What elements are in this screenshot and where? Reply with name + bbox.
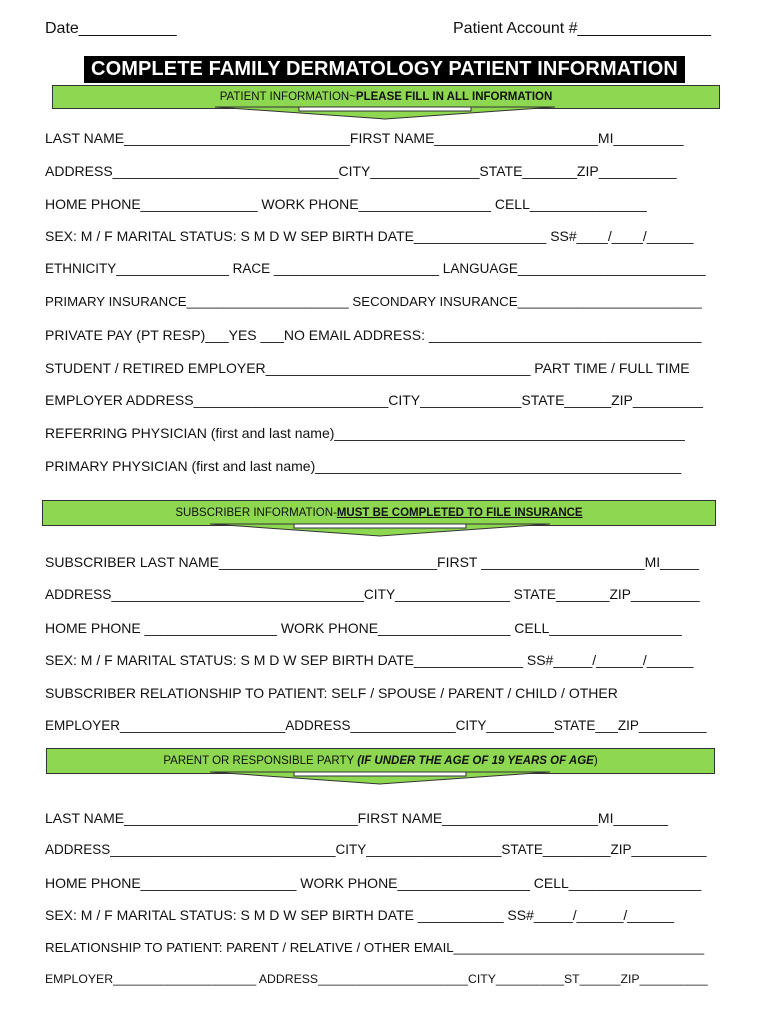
section1-form-line[interactable]: EMPLOYER ADDRESS_________________________CITY_____________STATE______ZIP_________: [45, 392, 703, 409]
section1-form-line[interactable]: PRIVATE PAY (PT RESP)___YES ___NO EMAIL ADDRESS: ___________________________________: [45, 326, 702, 343]
banner-arrow-icon: [215, 106, 555, 120]
section1-form-line[interactable]: SEX: M / F MARITAL STATUS: S M D W SEP BIRTH DATE_________________ SS#____/____/______: [45, 228, 694, 245]
patient-info-banner-bold: PLEASE FILL IN ALL INFORMATION: [355, 91, 553, 103]
form-title: COMPLETE FAMILY DERMATOLOGY PATIENT INFORMATION: [84, 56, 685, 83]
section3-form-line[interactable]: LAST NAME______________________________FIRST NAME____________________MI_______: [45, 810, 668, 826]
section2-form-line[interactable]: ADDRESS_________________________________CITY_______________ STATE_______ZIP_________: [45, 586, 700, 602]
section1-form-line[interactable]: ETHNICITY_______________ RACE ______________________ LANGUAGE_________________________: [45, 261, 706, 277]
banner-arrow-icon: [210, 771, 550, 785]
section1-form-line[interactable]: HOME PHONE_______________ WORK PHONE_________________ CELL_______________: [45, 195, 647, 212]
section2-form-line[interactable]: EMPLOYER______________________ADDRESS______________CITY_________STATE___ZIP_________: [45, 718, 707, 733]
section1-form-line[interactable]: LAST NAME_____________________________FIRST NAME_____________________MI_________: [45, 130, 684, 146]
section2-form-line[interactable]: SUBSCRIBER LAST NAME____________________________FIRST _____________________MI_____: [45, 554, 700, 570]
section3-form-line[interactable]: SEX: M / F MARITAL STATUS: S M D W SEP BIRTH DATE ___________ SS#_____/______/______: [45, 907, 675, 924]
responsible-banner-italic: (IF UNDER THE AGE OF 19 YEARS OF AGE: [357, 755, 594, 767]
subscriber-banner-bold: MUST BE COMPLETED TO FILE INSURANCE: [336, 507, 583, 519]
section1-form-line[interactable]: PRIMARY INSURANCE______________________ SECONDARY INSURANCE_________________________: [45, 294, 702, 309]
section2-form-line[interactable]: HOME PHONE _________________ WORK PHONE_________________ CELL_________________: [45, 619, 682, 636]
section2-form-line[interactable]: SUBSCRIBER RELATIONSHIP TO PATIENT: SELF / SPOUSE / PARENT / CHILD / OTHER: [45, 685, 618, 702]
section1-form-line[interactable]: ADDRESS_____________________________CITY______________STATE_______ZIP__________: [45, 162, 677, 179]
patient-info-banner-plain: PATIENT INFORMATION~: [219, 91, 356, 103]
responsible-banner-close: ): [593, 755, 598, 767]
section1-form-line[interactable]: REFERRING PHYSICIAN (first and last name)_____________________________________________: [45, 425, 685, 442]
section3-form-line[interactable]: HOME PHONE____________________ WORK PHONE_________________ CELL_________________: [45, 874, 702, 891]
patient-account-field[interactable]: Patient Account #_______________: [453, 20, 712, 37]
subscriber-banner-plain: SUBSCRIBER INFORMATION-: [175, 507, 337, 519]
banner-arrow-icon: [210, 523, 550, 537]
section2-form-line[interactable]: SEX: M / F MARITAL STATUS: S M D W SEP BIRTH DATE______________ SS#_____/______/______: [45, 652, 694, 669]
responsible-banner-plain: PARENT OR RESPONSIBLE PARTY: [163, 755, 358, 767]
section1-form-line[interactable]: PRIMARY PHYSICIAN (first and last name)_______________________________________________: [45, 458, 682, 474]
section3-form-line[interactable]: EMPLOYER_____________________ ADDRESS______________________CITY__________ST______ZIP__________: [45, 972, 708, 986]
section1-form-line[interactable]: STUDENT / RETIRED EMPLOYER__________________________________ PART TIME / FULL TIME: [45, 359, 690, 376]
section3-form-line[interactable]: ADDRESS______________________________CITY__________________STATE_________ZIP__________: [45, 842, 707, 858]
section3-form-line[interactable]: RELATIONSHIP TO PATIENT: PARENT / RELATIVE / OTHER EMAIL__________________________________: [45, 939, 705, 955]
date-field[interactable]: Date___________: [45, 20, 177, 37]
